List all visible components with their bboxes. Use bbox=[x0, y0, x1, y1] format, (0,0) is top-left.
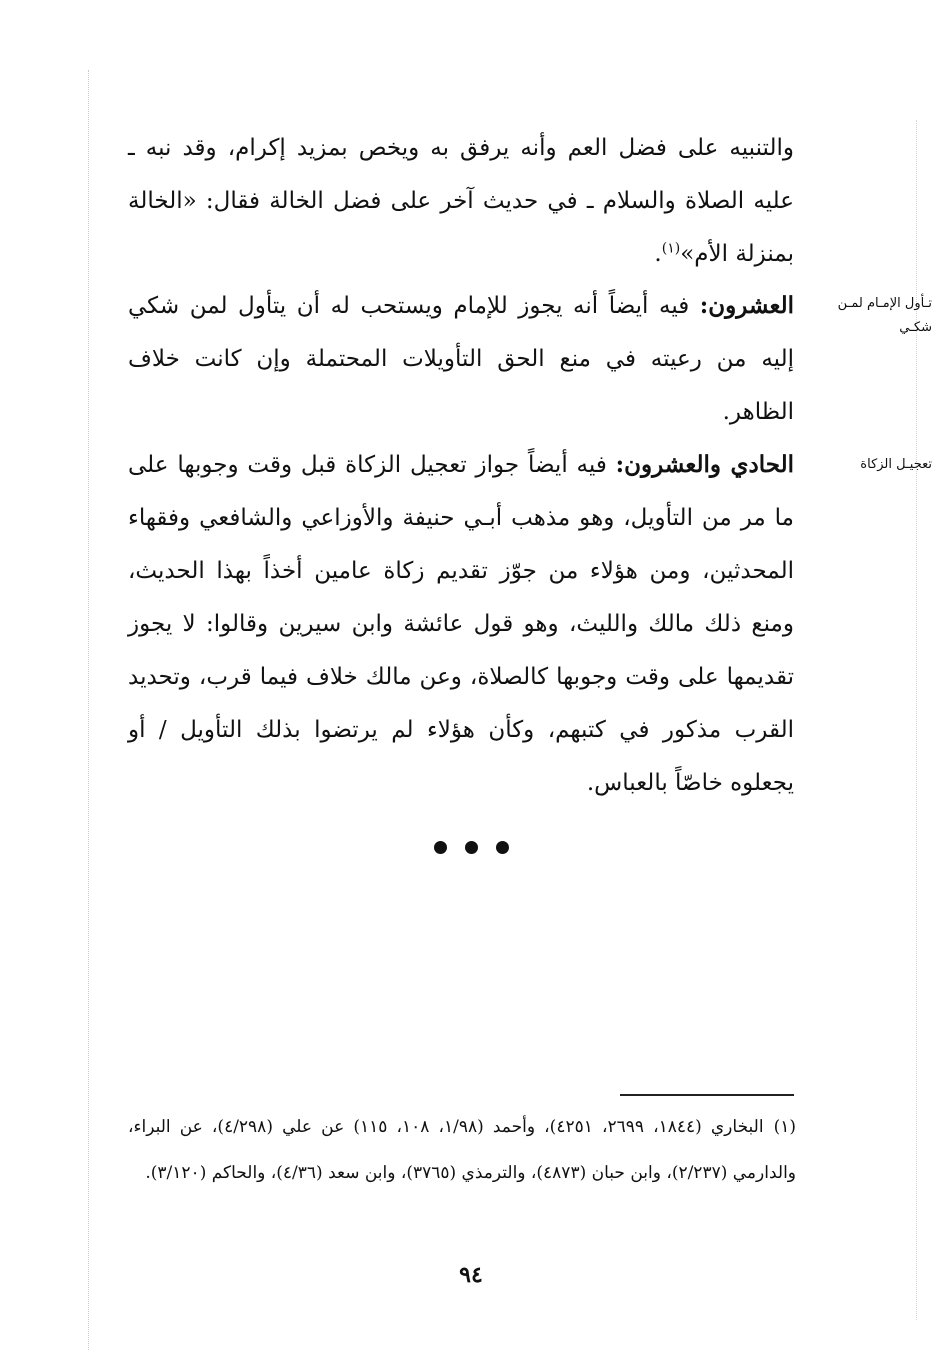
paragraph-twenty-first bbox=[128, 438, 794, 810]
divider-dot-icon bbox=[496, 841, 509, 854]
page-number: ٩٤ bbox=[459, 1262, 483, 1288]
paragraph-intro bbox=[128, 122, 794, 281]
footnote-text: البخاري (١٨٤٤، ٢٦٩٩، ٤٢٥١)، وأحمد (١/٩٨، ١٠٨، ١١٥) عن علي (٤/٢٩٨)، عن البراء، والدارمي (٢/٢٣٧)، وابن حبان (٤٨٧٣)، والترمذي (٣٧٦٥)، وابن سعد (٤/٣٦)، والحاكم (٣/١٢٠). bbox=[128, 1117, 796, 1183]
scan-edge-left bbox=[88, 70, 90, 1350]
paragraph-intro-end: . bbox=[654, 241, 662, 267]
footnote-number: (١) bbox=[773, 1117, 796, 1137]
footnote-separator bbox=[620, 1094, 794, 1096]
section-divider bbox=[0, 839, 942, 858]
paragraph-twentieth bbox=[128, 279, 794, 439]
paragraph-twentieth-text: فيه أيضاً أنه يجوز للإمام ويستحب له أن يتأول لمن شكي إليه من رعيته في منع الحق التأويلات المحتملة وإن كانت خلاف الظاهر. bbox=[128, 293, 794, 425]
paragraph-intro-text: والتنبيه على فضل العم وأنه يرفق به ويخص بمزيد إكرام، وقد نبه ـ عليه الصلاة والسلام ـ في حديث آخر على فضل الخالة فقال: «الخالة بمنزلة الأم» bbox=[128, 135, 794, 267]
margin-note-zakat-advance: تعجيـل الزكاة bbox=[860, 457, 932, 472]
paragraph-twenty-first-text: فيه أيضاً جواز تعجيل الزكاة قبل وقت وجوبها على ما مر من التأويل، وهو مذهب أبـي حنيفة والأوزاعي والشافعي وفقهاء المحدثين، ومن هؤلاء من جوّز تقديم زكاة عامين أخذاً بهذا الحديث، ومنع ذلك مالك والليث، وهو قول عائشة وابن سيرين وقالوا: لا يجوز تقديمها على وقت وجوبها كالصلاة، وعن مالك خلاف فيما قرب، وتحديد القرب مذكور في كتبهم، وكأن هؤلاء لم يرتضوا بذلك التأويل / أو يجعلوه خاصّاً بالعباس. bbox=[128, 452, 794, 796]
margin-note-imam-interpretation: تـأول الإمـام لمـن شكـي bbox=[837, 296, 932, 335]
footnote bbox=[128, 1104, 796, 1196]
paragraph-twentieth-heading: العشرون: bbox=[699, 292, 794, 319]
footnote-reference[interactable]: (١) bbox=[661, 240, 681, 257]
divider-dot-icon bbox=[434, 841, 447, 854]
divider-dot-icon bbox=[465, 841, 478, 854]
paragraph-twenty-first-heading: الحادي والعشرون: bbox=[615, 451, 794, 478]
